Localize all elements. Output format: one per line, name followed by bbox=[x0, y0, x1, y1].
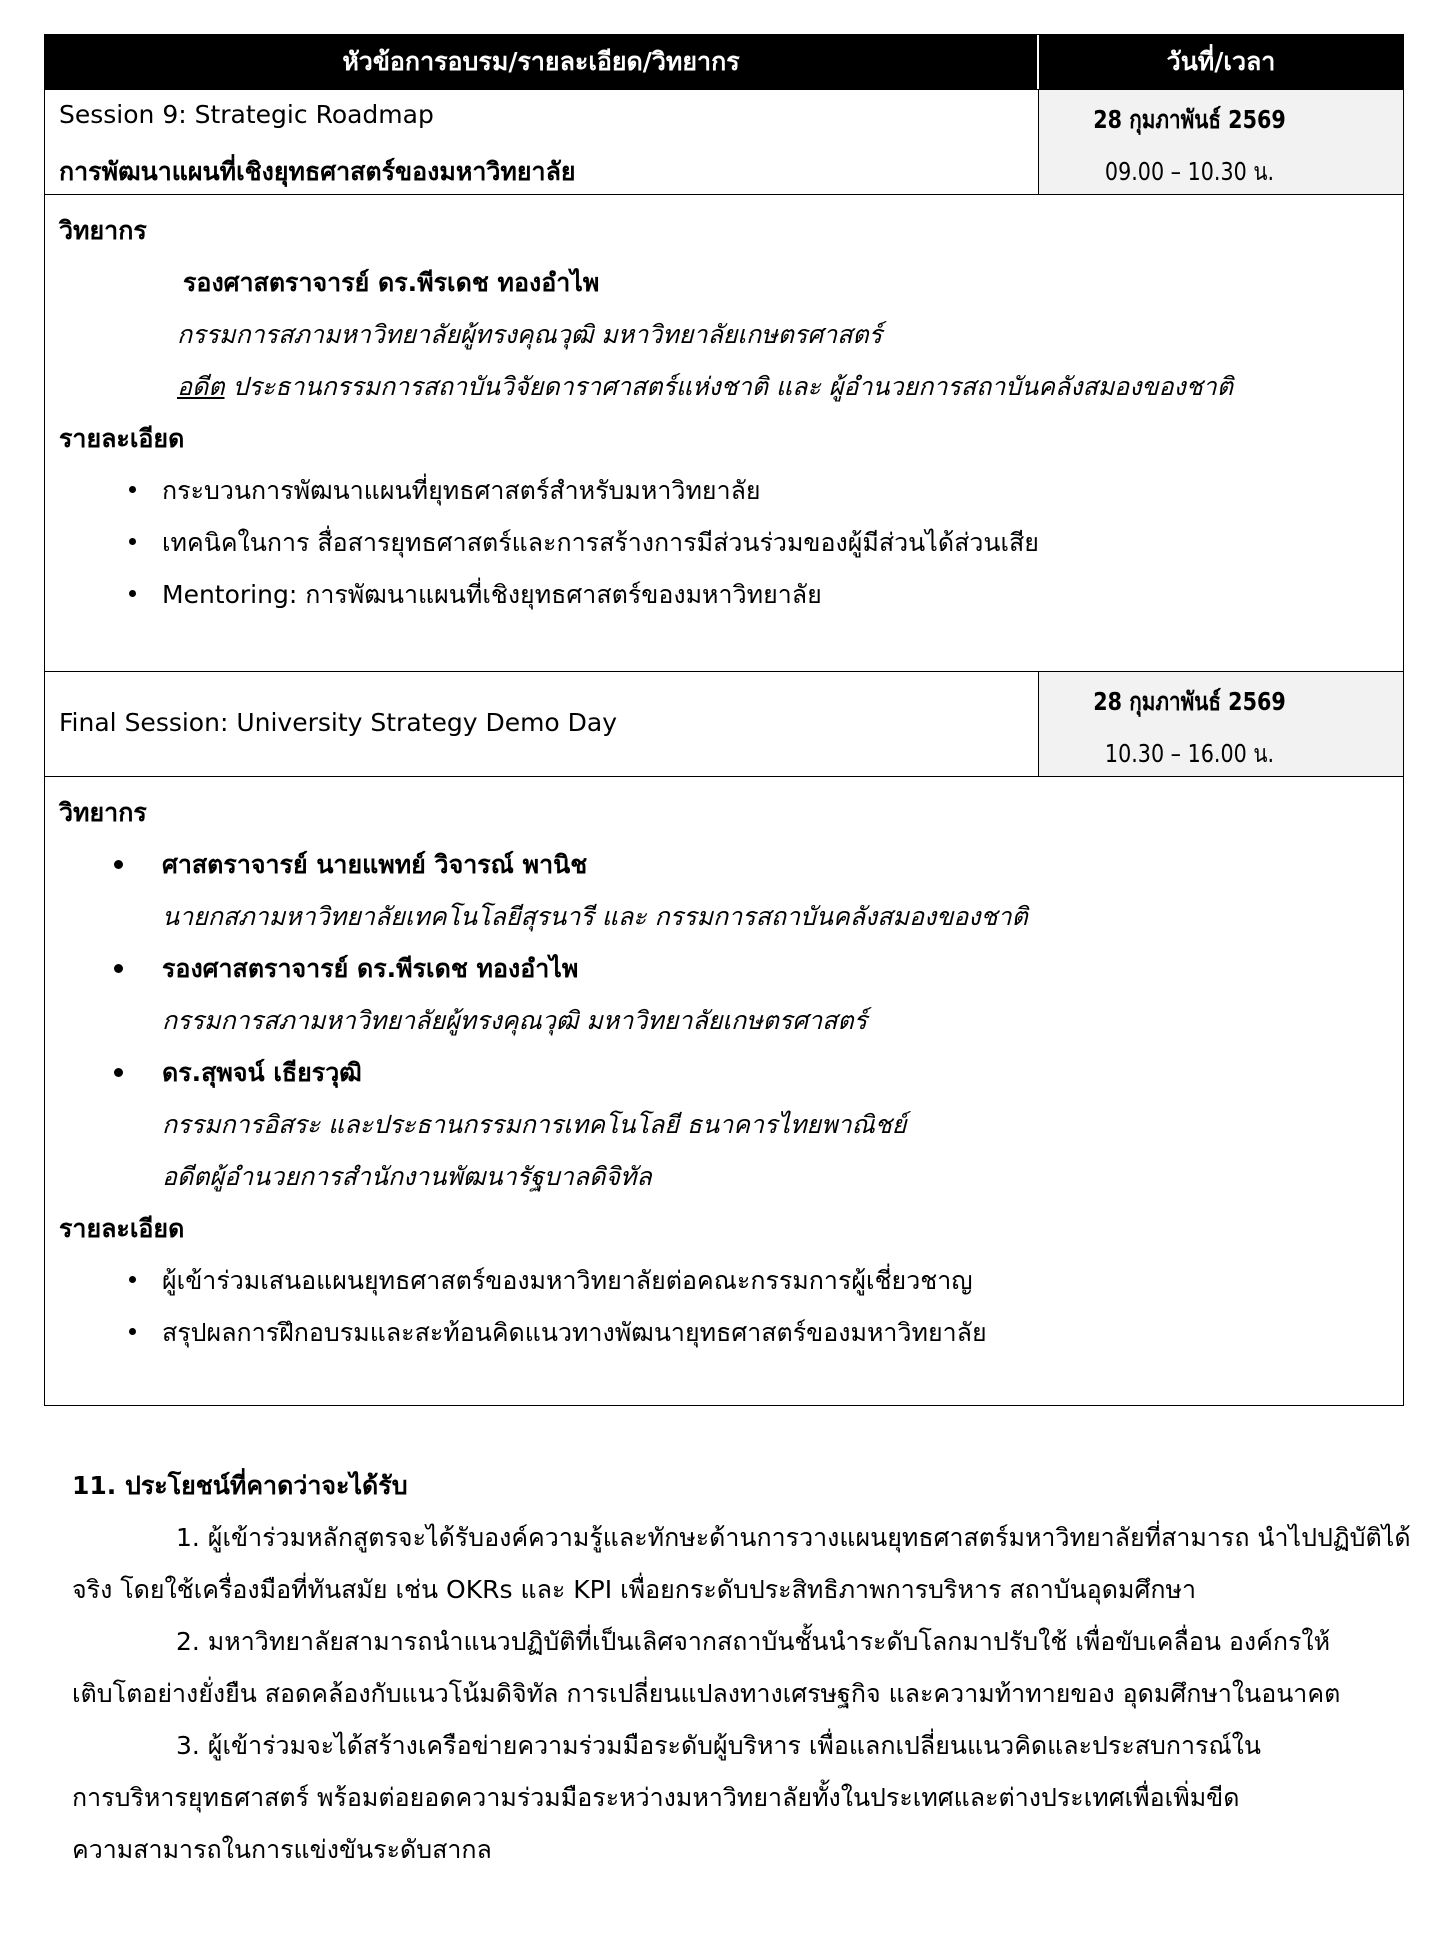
benefit-line: 1. ผู้เข้าร่วมหลักสูตรจะได้รับองค์ความรู้และทักษะด้านการวางแผนยุทธศาสตร์มหาวิทยาลัยที่สามารถ นำไปปฏิบัติได้ bbox=[176, 1523, 1411, 1552]
bullet-icon bbox=[129, 538, 136, 545]
bullet-icon bbox=[129, 486, 136, 493]
final-session-datetime bbox=[1039, 672, 1403, 776]
final-speaker-name: ศาสตราจารย์ นายแพทย์ วิจารณ์ พานิช bbox=[162, 850, 588, 879]
final-session-date: 28 กุมภาพันธ์ 2569 bbox=[1093, 687, 1286, 716]
session9-time: 09.00 – 10.30 น. bbox=[1104, 157, 1275, 186]
session9-detail-item: Mentoring: การพัฒนาแผนที่เชิงยุทธศาสตร์ของมหาวิทยาลัย bbox=[162, 580, 822, 609]
final-speaker-name: ดร.สุพจน์ เธียรวุฒิ bbox=[162, 1058, 362, 1087]
final-speaker-name: รองศาสตราจารย์ ดร.พีรเดช ทองอำไพ bbox=[162, 954, 579, 983]
table-header bbox=[45, 35, 1403, 89]
bullet-icon bbox=[129, 590, 136, 597]
final-speaker-role: อดีตผู้อำนวยการสำนักงานพัฒนารัฐบาลดิจิทัล bbox=[162, 1162, 652, 1191]
bullet-icon bbox=[114, 964, 123, 973]
final-details-label: รายละเอียด bbox=[59, 1214, 185, 1243]
session9-datetime bbox=[1039, 90, 1403, 194]
final-speaker-role: นายกสภามหาวิทยาลัยเทคโนโลยีสุรนารี และ กรรมการสถาบันคลังสมองของชาติ bbox=[162, 902, 1028, 931]
session9-date: 28 กุมภาพันธ์ 2569 bbox=[1093, 105, 1286, 134]
training-schedule-table bbox=[44, 34, 1404, 1406]
bullet-icon bbox=[114, 1068, 123, 1077]
session9-speaker-role2: อดีต ประธานกรรมการสถาบันวิจัยดาราศาสตร์แห่งชาติ และ ผู้อำนวยการสถาบันคลังสมองของชาติ bbox=[177, 372, 1233, 401]
session9-speaker-role1: กรรมการสภามหาวิทยาลัยผู้ทรงคุณวุฒิ มหาวิทยาลัยเกษตรศาสตร์ bbox=[177, 320, 883, 349]
session9-speaker-name: รองศาสตราจารย์ ดร.พีรเดช ทองอำไพ bbox=[183, 268, 600, 297]
benefit-line: การบริหารยุทธศาสตร์ พร้อมต่อยอดความร่วมมือระหว่างมหาวิทยาลัยทั้งในประเทศและต่างประเทศเพื่อเพิ่มขีด bbox=[72, 1783, 1240, 1812]
session9-title-row bbox=[45, 89, 1403, 195]
session9-details-label: รายละเอียด bbox=[59, 424, 185, 453]
final-speaker-role: กรรมการอิสระ และประธานกรรมการเทคโนโลยี ธนาคารไทยพาณิชย์ bbox=[162, 1110, 907, 1139]
session9-detail-item: กระบวนการพัฒนาแผนที่ยุทธศาสตร์สำหรับมหาวิทยาลัย bbox=[162, 476, 761, 505]
session9-detail-item: เทคนิคในการ สื่อสารยุทธศาสตร์และการสร้างการมีส่วนร่วมของผู้มีส่วนได้ส่วนเสีย bbox=[162, 528, 1039, 557]
header-datetime: วันที่/เวลา bbox=[1166, 47, 1276, 76]
final-session-title-row bbox=[45, 671, 1403, 777]
benefit-line: เติบโตอย่างยั่งยืน สอดคล้องกับแนวโน้มดิจิทัล การเปลี่ยนแปลงทางเศรษฐกิจ และความท้าทายของ อุดมศึกษาในอนาคต bbox=[72, 1679, 1341, 1708]
bullet-icon bbox=[129, 1328, 136, 1335]
final-detail-item: ผู้เข้าร่วมเสนอแผนยุทธศาสตร์ของมหาวิทยาลัยต่อคณะกรรมการผู้เชี่ยวชาญ bbox=[162, 1266, 973, 1295]
session9-title: Session 9: Strategic Roadmap bbox=[59, 100, 434, 129]
final-speaker-role: กรรมการสภามหาวิทยาลัยผู้ทรงคุณวุฒิ มหาวิทยาลัยเกษตรศาสตร์ bbox=[162, 1006, 868, 1035]
benefit-line: ความสามารถในการแข่งขันระดับสากล bbox=[72, 1835, 492, 1864]
final-detail-item: สรุปผลการฝึกอบรมและสะท้อนคิดแนวทางพัฒนายุทธศาสตร์ของมหาวิทยาลัย bbox=[162, 1318, 987, 1347]
bullet-icon bbox=[114, 860, 123, 869]
benefit-line: จริง โดยใช้เครื่องมือที่ทันสมัย เช่น OKRs และ KPI เพื่อยกระดับประสิทธิภาพการบริหาร สถาบันอุดมศึกษา bbox=[72, 1575, 1197, 1604]
session9-subtitle: การพัฒนาแผนที่เชิงยุทธศาสตร์ของมหาวิทยาลัย bbox=[59, 157, 576, 186]
benefit-line: 3. ผู้เข้าร่วมจะได้สร้างเครือข่ายความร่วมมือระดับผู้บริหาร เพื่อแลกเปลี่ยนแนวคิดและประสบการณ์ใน bbox=[176, 1731, 1261, 1760]
benefit-line: 2. มหาวิทยาลัยสามารถนำแนวปฏิบัติที่เป็นเลิศจากสถาบันชั้นนำระดับโลกมาปรับใช้ เพื่อขับเคลื่อน องค์กรให้ bbox=[176, 1627, 1331, 1656]
header-topic: หัวข้อการอบรม/รายละเอียด/วิทยากร bbox=[45, 35, 1039, 89]
bullet-icon bbox=[129, 1276, 136, 1283]
final-session-time: 10.30 – 16.00 น. bbox=[1104, 739, 1275, 768]
final-speaker-label: วิทยากร bbox=[59, 798, 147, 827]
benefits-heading: 11. ประโยชน์ที่คาดว่าจะได้รับ bbox=[72, 1471, 408, 1500]
session9-speaker-label: วิทยากร bbox=[59, 216, 147, 245]
final-session-title: Final Session: University Strategy Demo Day bbox=[59, 708, 618, 737]
